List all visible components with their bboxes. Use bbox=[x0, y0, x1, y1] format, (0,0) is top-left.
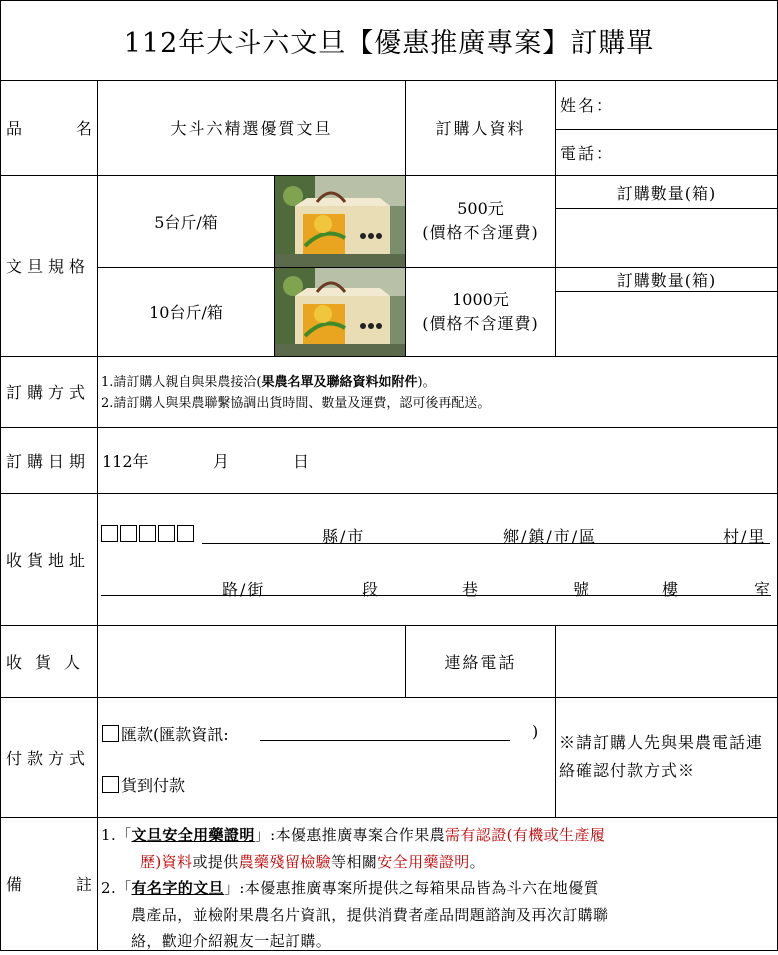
product-label: 品 名 bbox=[6, 119, 92, 138]
payment-note: ※請訂購人先與果農電話連絡確認付款方式※ bbox=[559, 733, 764, 780]
date-day[interactable]: 日 bbox=[293, 451, 310, 471]
remit-info-line bbox=[260, 740, 510, 741]
address-line-1 bbox=[202, 543, 770, 544]
remark-1-cont: 歷)資料或提供農藥殘留檢驗等相關安全用藥證明。 bbox=[140, 852, 486, 871]
address-label: 收貨地址 bbox=[6, 550, 91, 570]
postal-box[interactable] bbox=[158, 525, 175, 542]
postal-box[interactable] bbox=[177, 525, 194, 542]
date-year: 112年 bbox=[102, 451, 149, 471]
postal-box[interactable] bbox=[101, 525, 118, 542]
spec-label: 文旦規格 bbox=[6, 257, 91, 276]
buyer-info-label: 訂購人資料 bbox=[435, 119, 526, 138]
remarks-label: 備 註 bbox=[6, 875, 92, 894]
price-5: 500元 (價格不含運費) bbox=[422, 199, 539, 242]
fruit-gift-box-photo-icon bbox=[275, 268, 405, 356]
cod-checkbox[interactable] bbox=[102, 776, 119, 793]
remit-checkbox[interactable] bbox=[102, 725, 119, 742]
postal-code-boxes[interactable] bbox=[101, 525, 196, 544]
address-lane: 巷 bbox=[462, 580, 479, 599]
date-label: 訂購日期 bbox=[6, 451, 91, 471]
payment-cod-option[interactable]: 貨到付款 bbox=[102, 773, 185, 795]
payment-remit-option[interactable]: 匯款(匯款資訊: bbox=[102, 722, 229, 744]
method-line-1: 1.請訂購人親自與果農接洽(果農名單及聯絡資料如附件)。 bbox=[101, 375, 436, 390]
postal-box[interactable] bbox=[139, 525, 156, 542]
address-section: 段 bbox=[362, 580, 379, 599]
address-county: 縣/市 bbox=[322, 527, 366, 546]
receiver-input[interactable] bbox=[98, 626, 405, 697]
address-township: 鄉/鎮/市/區 bbox=[503, 527, 598, 546]
price-10: 1000元 (價格不含運費) bbox=[422, 289, 539, 333]
receiver-phone-label: 連絡電話 bbox=[444, 652, 517, 672]
receiver-label: 收貨人 bbox=[6, 652, 94, 672]
method-text bbox=[101, 372, 771, 414]
payment-label: 付款方式 bbox=[6, 748, 91, 768]
receiver-phone-input[interactable] bbox=[556, 626, 777, 697]
remark-2: 2.「有名字的文旦」:本優惠推廣專案所提供之每箱果品皆為斗六在地優質 bbox=[101, 879, 599, 897]
spec-size-10: 10台斤/箱 bbox=[149, 303, 223, 322]
remark-1: 1.「文旦安全用藥證明」:本優惠推廣專案合作果農需有認證(有機或生產履 bbox=[101, 826, 606, 844]
address-floor: 樓 bbox=[662, 580, 679, 599]
remark-2-cont-2: 絡，歡迎介紹親友一起訂購。 bbox=[131, 932, 332, 950]
fruit-gift-box-photo-icon bbox=[275, 176, 405, 267]
remark-2-cont-1: 農產品，並檢附果農名片資訊，提供消費者產品問題諮詢及再次訂購聯 bbox=[131, 905, 609, 924]
qty-label-10: 訂購數量(箱) bbox=[616, 271, 717, 290]
spec-size-5: 5台斤/箱 bbox=[154, 212, 218, 232]
qty-input-5[interactable] bbox=[556, 209, 777, 267]
address-road: 路/街 bbox=[222, 580, 266, 599]
method-label: 訂購方式 bbox=[6, 383, 91, 402]
date-month[interactable]: 月 bbox=[213, 451, 230, 471]
postal-box[interactable] bbox=[120, 525, 137, 542]
form-title: 112年大斗六文旦【優惠推廣專案】訂購單 bbox=[123, 27, 655, 59]
buyer-name-field[interactable]: 姓名： bbox=[560, 96, 615, 115]
remit-close-paren: ) bbox=[532, 722, 539, 741]
remarks-content bbox=[101, 822, 773, 955]
product-name: 大斗六精選優質文旦 bbox=[170, 119, 333, 138]
qty-label-5: 訂購數量(箱) bbox=[616, 183, 717, 203]
method-line-2: 2.請訂購人與果農聯繫協調出貨時間、數量及運費，認可後再配送。 bbox=[101, 396, 491, 411]
address-village: 村/里 bbox=[723, 527, 767, 546]
address-room: 室 bbox=[754, 580, 771, 599]
address-number: 號 bbox=[573, 580, 590, 599]
buyer-phone-field[interactable]: 電話： bbox=[560, 144, 615, 163]
qty-input-10[interactable] bbox=[556, 292, 777, 356]
